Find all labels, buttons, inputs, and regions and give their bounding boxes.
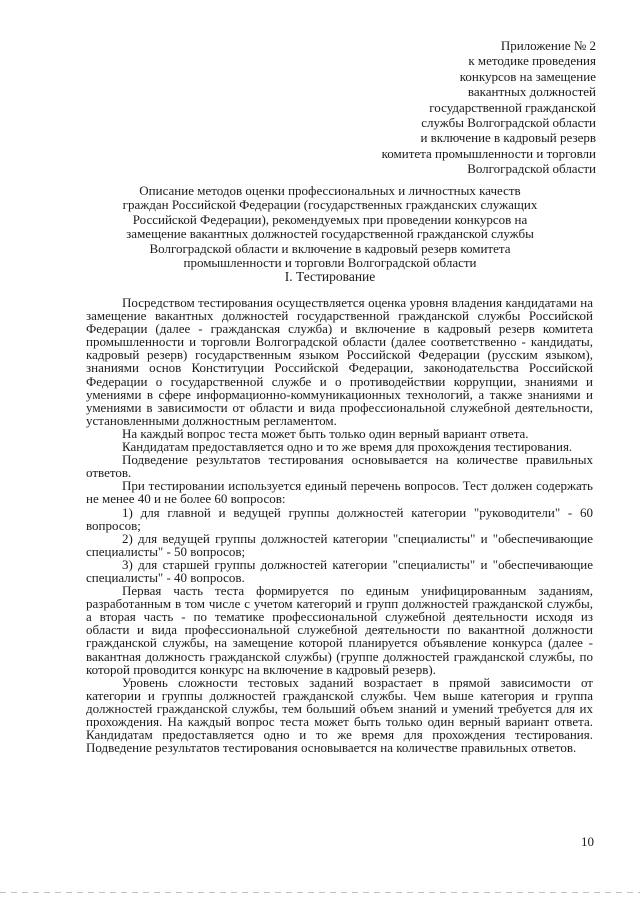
list-item-leading-specialists: 2) для ведущей группы должностей категории "специалисты" и "обеспечивающие специалисты" - 50 вопросов; [86, 530, 593, 559]
title-line: Российской Федерации), рекомендуемых при проведении конкурсов на [132, 211, 528, 227]
attachment-note [296, 38, 596, 177]
paragraph-results: Подведение результатов тестирования основывается на количестве правильных ответов. [86, 452, 593, 481]
attachment-line: к методике проведения [468, 53, 596, 69]
title-line: промышленности и торговли Волгоградской области [183, 255, 477, 271]
paragraph-complexity: Уровень сложности тестовых заданий возрастает в прямой зависимости от категории и группы должностей гражданской службы. Чем выше категория и группа должностей гражданской службы, тем больший объем знаний и умений требуется для их прохождения. На каждый вопрос теста может быть только один верный вариант ответа. Кандидатам предоставляется одно и то же время для прохождения тестирования. Подведение результатов тестирования основывается на количестве правильных ответов. [86, 674, 593, 756]
page-number: 10 [581, 834, 594, 849]
attachment-line: Волгоградской области [467, 161, 596, 177]
paragraph-one-answer: На каждый вопрос теста может быть только один верный вариант ответа. [122, 425, 529, 441]
attachment-line: службы Волгоградской области [421, 115, 596, 131]
scan-edge-line [0, 892, 640, 893]
attachment-line: конкурсов на замещение [459, 68, 596, 84]
paragraph-same-time: Кандидатам предоставляется одно и то же время для прохождения тестирования. [122, 439, 573, 455]
paragraph-question-count: При тестировании используется единый перечень вопросов. Тест должен содержать не менее 40 и не более 60 вопросов: [86, 478, 593, 507]
title-line: граждан Российской Федерации (государственных гражданских служащих [122, 197, 538, 213]
title-line: Описание методов оценки профессиональных и личностных качеств [139, 183, 521, 198]
list-item-senior-specialists: 3) для старшей группы должностей категории "специалисты" и "обеспечивающие специалисты" - 40 вопросов. [86, 556, 593, 585]
paragraph-intro: Посредством тестирования осуществляется оценка уровня владения кандидатами на замещение вакантных должностей государственной гражданской службы Российской Федерации (далее - гражданская служба) и включение в кадровый резерв комитета промышленности и торговли Волгоградской области (далее соответственно - кандидаты, кадровый резерв) государственным языком Российской Федерации (русским языком), знаниями основ Конституции Российской Федерации, законодательства Российской Федерации о государственной службе и о противодействии коррупции, знаниями и умениями в сфере информационно-коммуникационных технологий, а также знаниями и умениями в зависимости от области и вида профессиональной служебной деятельности, установленными должностным регламентом. [86, 295, 593, 428]
title-line: замещение вакантных должностей государственной гражданской службы [126, 226, 534, 242]
attachment-line: государственной гражданской [429, 99, 596, 115]
list-item-leaders: 1) для главной и ведущей группы должностей категории "руководители" - 60 вопросов; [86, 504, 593, 533]
attachment-line: вакантных должностей [467, 84, 596, 100]
paragraph-test-structure: Первая часть теста формируется по единым унифицированным заданиям, разработанным в том числе с учетом категорий и групп должностей гражданской службы, а вторая часть - по тематике профессиональной служебной деятельности исходя из области и вида профессиональной служебной деятельности по вакантной должности гражданской службы, на замещение которой планируется объявление конкурса (далее - вакантная должность гражданской службы) (группе должностей гражданской службы, по которой проводится конкурс на включение в кадровый резерв). [86, 583, 593, 677]
section-heading: I. Тестирование [284, 269, 376, 284]
attachment-line: комитета промышленности и торговли [381, 145, 596, 161]
body-text [86, 296, 593, 754]
title-line: Волгоградской области и включение в кадровый резерв комитета [149, 240, 511, 256]
attachment-line: и включение в кадровый резерв [420, 130, 596, 146]
attachment-line: Приложение № 2 [500, 38, 596, 53]
document-title [80, 184, 580, 270]
